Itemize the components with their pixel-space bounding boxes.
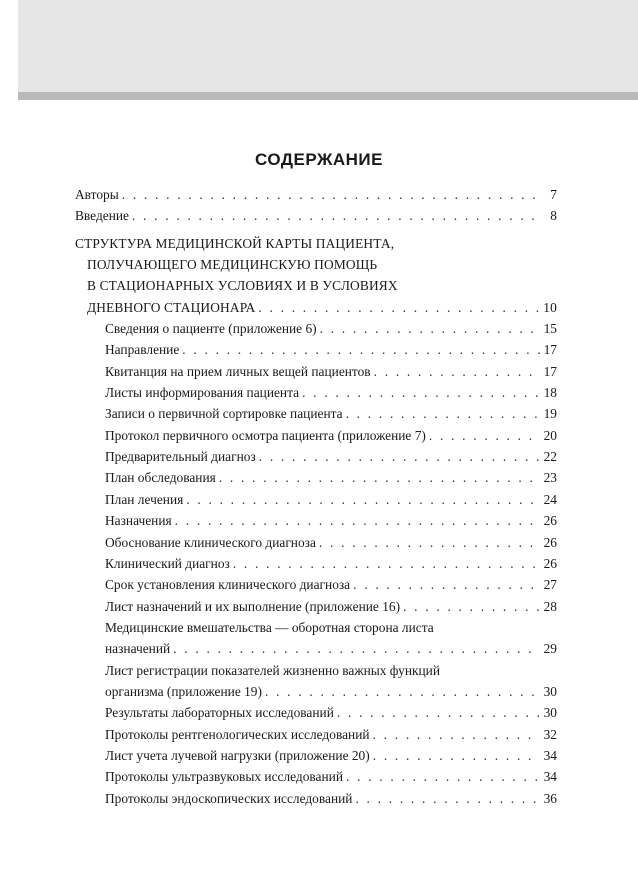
toc-entry-label: План обследования (105, 470, 216, 486)
toc-entry-xray-protocols[interactable] (75, 724, 557, 745)
toc-entry-page: 19 (543, 406, 557, 422)
toc-entry-label: Введение (75, 208, 129, 224)
toc-leader-dots (302, 382, 540, 403)
header-rule (18, 92, 638, 100)
toc-entry-label: Предварительный диагноз (105, 449, 256, 465)
toc-leader-dots (219, 467, 540, 488)
toc-entry-page: 20 (543, 427, 557, 443)
toc-entry-page: 29 (543, 641, 557, 657)
toc-entry-radiation-sheet[interactable] (75, 745, 557, 766)
toc-entry-vitals-sheet[interactable] (75, 660, 557, 703)
toc-entry-page: 28 (543, 598, 557, 614)
toc-leader-dots (175, 510, 540, 531)
toc-leader-dots (132, 205, 540, 226)
toc-entry-endoscopy-protocols[interactable] (75, 788, 557, 809)
toc-entry-diagnosis-term[interactable] (75, 574, 557, 595)
toc-section-line: ПОЛУЧАЮЩЕГО МЕДИЦИНСКУЮ ПОМОЩЬ (87, 257, 378, 273)
toc-entry-label: Сведения о пациенте (приложение 6) (105, 321, 317, 337)
toc-entry-page: 26 (543, 555, 557, 571)
toc-entry-label: Записи о первичной сортировке пациента (105, 406, 343, 422)
toc-leader-dots (319, 532, 540, 553)
toc-leader-dots (259, 446, 540, 467)
toc-entry-structure[interactable] (75, 233, 557, 318)
toc-entry-page: 8 (550, 208, 557, 224)
toc-leader-dots (320, 318, 540, 339)
toc-entry-label: Лист назначений и их выполнение (приложение 16) (105, 598, 401, 614)
toc-section-line: ДНЕВНОГО СТАЦИОНАРА (87, 299, 256, 315)
toc-leader-dots (429, 425, 540, 446)
toc-entry-page: 17 (543, 363, 557, 379)
toc-entry-ultrasound-protocols[interactable] (75, 766, 557, 787)
toc-entry-intro[interactable] (75, 205, 557, 226)
toc-section-line: В СТАЦИОНАРНЫХ УСЛОВИЯХ И В УСЛОВИЯХ (87, 278, 398, 294)
toc-leader-dots (373, 745, 540, 766)
toc-entry-lab-results[interactable] (75, 702, 557, 723)
toc-entry-patient-info[interactable] (75, 318, 557, 339)
toc-leader-dots (374, 361, 540, 382)
toc-entry-label: Обоснование клинического диагноза (105, 534, 316, 550)
toc-leader-dots (173, 638, 540, 659)
toc-entry-label: Листы информирования пациента (105, 385, 300, 401)
toc-entry-page: 32 (543, 726, 557, 742)
toc-entry-triage[interactable] (75, 403, 557, 424)
toc-entry-exam-protocol[interactable] (75, 425, 557, 446)
toc-leader-dots (122, 184, 540, 205)
toc-entry-label: Авторы (75, 187, 119, 202)
toc-entry-prelim-diagnosis[interactable] (75, 446, 557, 467)
toc-entry-page: 10 (543, 299, 557, 315)
page-title: СОДЕРЖАНИЕ (255, 150, 383, 169)
toc-entry-label: организма (приложение 19) (105, 683, 262, 699)
toc-entry-page: 27 (543, 577, 557, 593)
toc-entry-page: 34 (543, 747, 557, 763)
toc-leader-dots (353, 574, 540, 595)
table-of-contents (75, 184, 557, 809)
toc-entry-label: Лист регистрации показателей жизненно важных функций (105, 662, 441, 678)
toc-entry-label: Протоколы эндоскопических исследований (105, 790, 353, 806)
toc-section-line: СТРУКТУРА МЕДИЦИНСКОЙ КАРТЫ ПАЦИЕНТА, (75, 235, 395, 251)
toc-entry-page: 15 (543, 321, 557, 337)
toc-entry-label: План лечения (105, 491, 184, 507)
toc-entry-authors[interactable] (75, 184, 557, 205)
toc-entry-page: 26 (543, 534, 557, 550)
toc-entry-label: Срок установления клинического диагноза (105, 577, 351, 593)
toc-entry-treatment-plan[interactable] (75, 489, 557, 510)
toc-entry-page: 30 (543, 705, 557, 721)
toc-entry-label: Протокол первичного осмотра пациента (приложение 7) (105, 427, 426, 443)
toc-entry-label: Клинический диагноз (105, 555, 230, 571)
toc-entry-label: Медицинские вмешательства — оборотная сторона листа (105, 619, 434, 635)
toc-entry-label: Лист учета лучевой нагрузки (приложение 20) (105, 747, 370, 763)
toc-entry-prescription-sheet[interactable] (75, 596, 557, 617)
toc-leader-dots (186, 489, 540, 510)
toc-entry-page: 17 (543, 342, 557, 358)
toc-leader-dots (265, 681, 540, 702)
toc-leader-dots (355, 788, 540, 809)
toc-entry-label: назначений (105, 641, 171, 657)
toc-leader-dots (182, 339, 540, 360)
toc-entry-label: Протоколы рентгенологических исследований (105, 726, 370, 742)
toc-entry-interventions[interactable] (75, 617, 557, 660)
toc-entry-page: 30 (543, 683, 557, 699)
toc-entry-page: 24 (543, 491, 557, 507)
toc-entry-info-sheets[interactable] (75, 382, 557, 403)
toc-leader-dots (233, 553, 540, 574)
toc-entry-page: 36 (543, 790, 557, 806)
toc-entry-label: Направление (105, 342, 180, 358)
toc-entry-page: 7 (550, 187, 557, 202)
header-band (18, 0, 638, 92)
toc-entry-page: 23 (543, 470, 557, 486)
toc-entry-label: Протоколы ультразвуковых исследований (105, 769, 343, 785)
toc-entry-diagnosis-justification[interactable] (75, 532, 557, 553)
toc-leader-dots (403, 596, 540, 617)
toc-entry-page: 34 (543, 769, 557, 785)
toc-leader-dots (373, 724, 540, 745)
toc-leader-dots (258, 297, 540, 318)
toc-entry-page: 18 (543, 385, 557, 401)
toc-entry-clinical-diagnosis[interactable] (75, 553, 557, 574)
toc-entry-label: Результаты лабораторных исследований (105, 705, 334, 721)
toc-entry-page: 26 (543, 513, 557, 529)
toc-entry-label: Квитанция на прием личных вещей пациентов (105, 363, 371, 379)
toc-entry-label: Назначения (105, 513, 172, 529)
toc-entry-receipt[interactable] (75, 361, 557, 382)
toc-leader-dots (337, 702, 540, 723)
toc-leader-dots (346, 403, 540, 424)
toc-entry-prescriptions[interactable] (75, 510, 557, 531)
toc-leader-dots (346, 766, 540, 787)
toc-entry-referral[interactable] (75, 339, 557, 360)
toc-entry-exam-plan[interactable] (75, 467, 557, 488)
toc-entry-page: 22 (543, 449, 557, 465)
